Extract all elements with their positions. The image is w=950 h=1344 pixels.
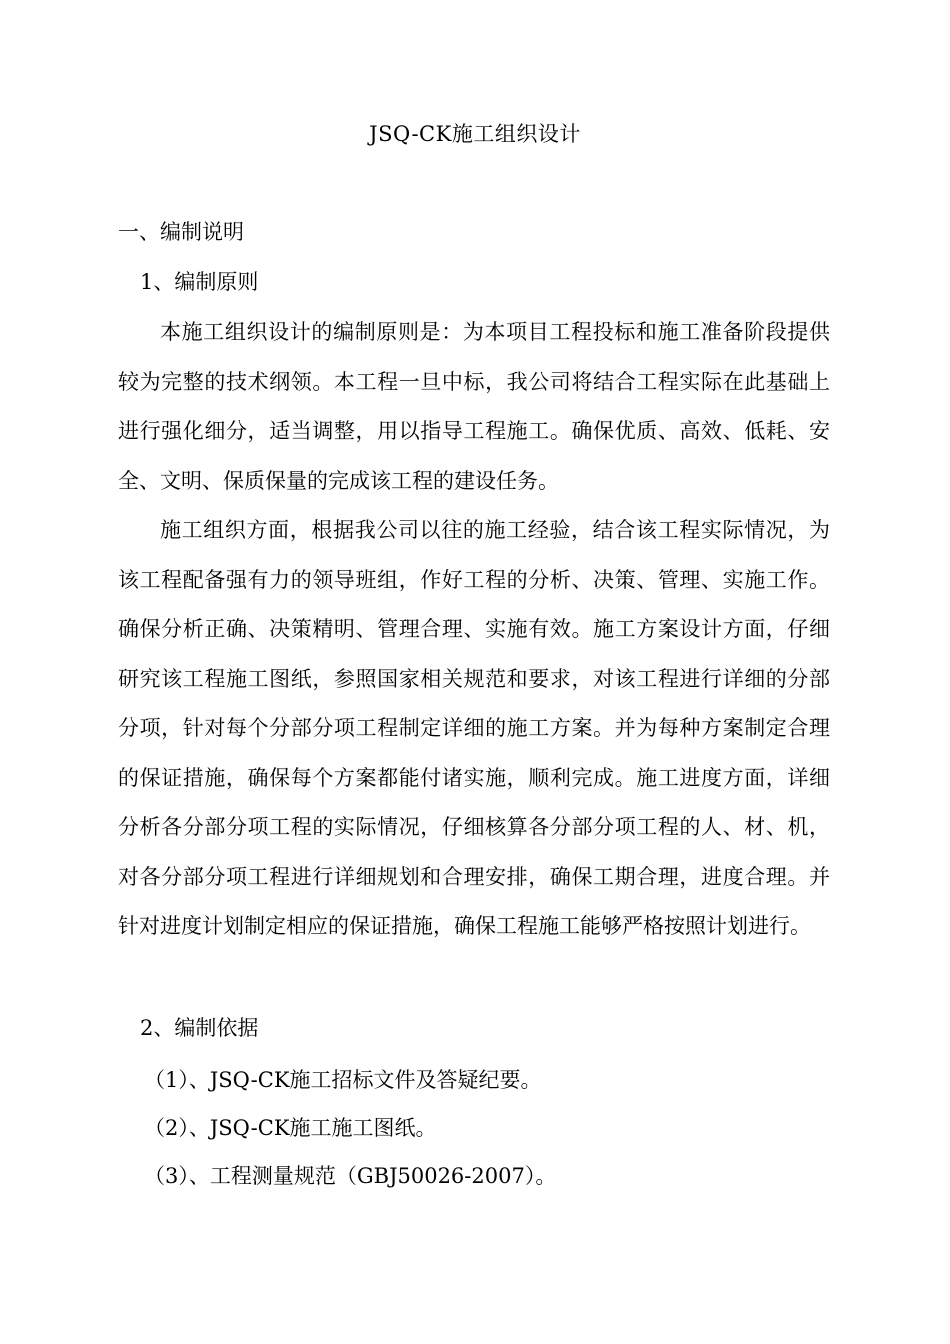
document-title: JSQ-CK施工组织设计 bbox=[369, 122, 581, 146]
basis-list-item: （2）、JSQ-CK施工施工图纸。 bbox=[144, 1116, 437, 1140]
principles-paragraph-1: 本施工组织设计的编制原则是：为本项目工程投标和施工准备阶段提供较为完整的技术纲领。本工程一旦中标，我公司将结合工程实际在此基础上进行强化细分，适当调整，用以指导工程施工。确保优质、高效、低耗、安全、文明、保质保量的完成该工程的建设任务。 bbox=[118, 320, 830, 493]
basis-list-item: （3）、工程测量规范（GBJ50026-2007）。 bbox=[144, 1164, 557, 1188]
principles-paragraph-2: 施工组织方面，根据我公司以往的施工经验，结合该工程实际情况，为该工程配备强有力的领导班组，作好工程的分析、决策、管理、实施工作。确保分析正确、决策精明、管理合理、实施有效。施工方案设计方面，仔细研究该工程施工图纸，参照国家相关规范和要求，对该工程进行详细的分部分项，针对每个分部分项工程制定详细的施工方案。并为每种方案制定合理的保证措施，确保每个方案都能付诸实施，顺利完成。施工进度方面，详细分析各分部分项工程的实际情况，仔细核算各分部分项工程的人、材、机，对各分部分项工程进行详细规划和合理安排，确保工期合理，进度合理。并针对进度计划制定相应的保证措施，确保工程施工能够严格按照计划进行。 bbox=[118, 518, 830, 938]
section-heading-compilation-notes: 一、编制说明 bbox=[118, 220, 244, 244]
subsection-heading-principles: 1、编制原则 bbox=[140, 270, 259, 294]
subsection-heading-basis: 2、编制依据 bbox=[140, 1016, 259, 1040]
basis-list-item: （1）、JSQ-CK施工招标文件及答疑纪要。 bbox=[144, 1068, 542, 1092]
